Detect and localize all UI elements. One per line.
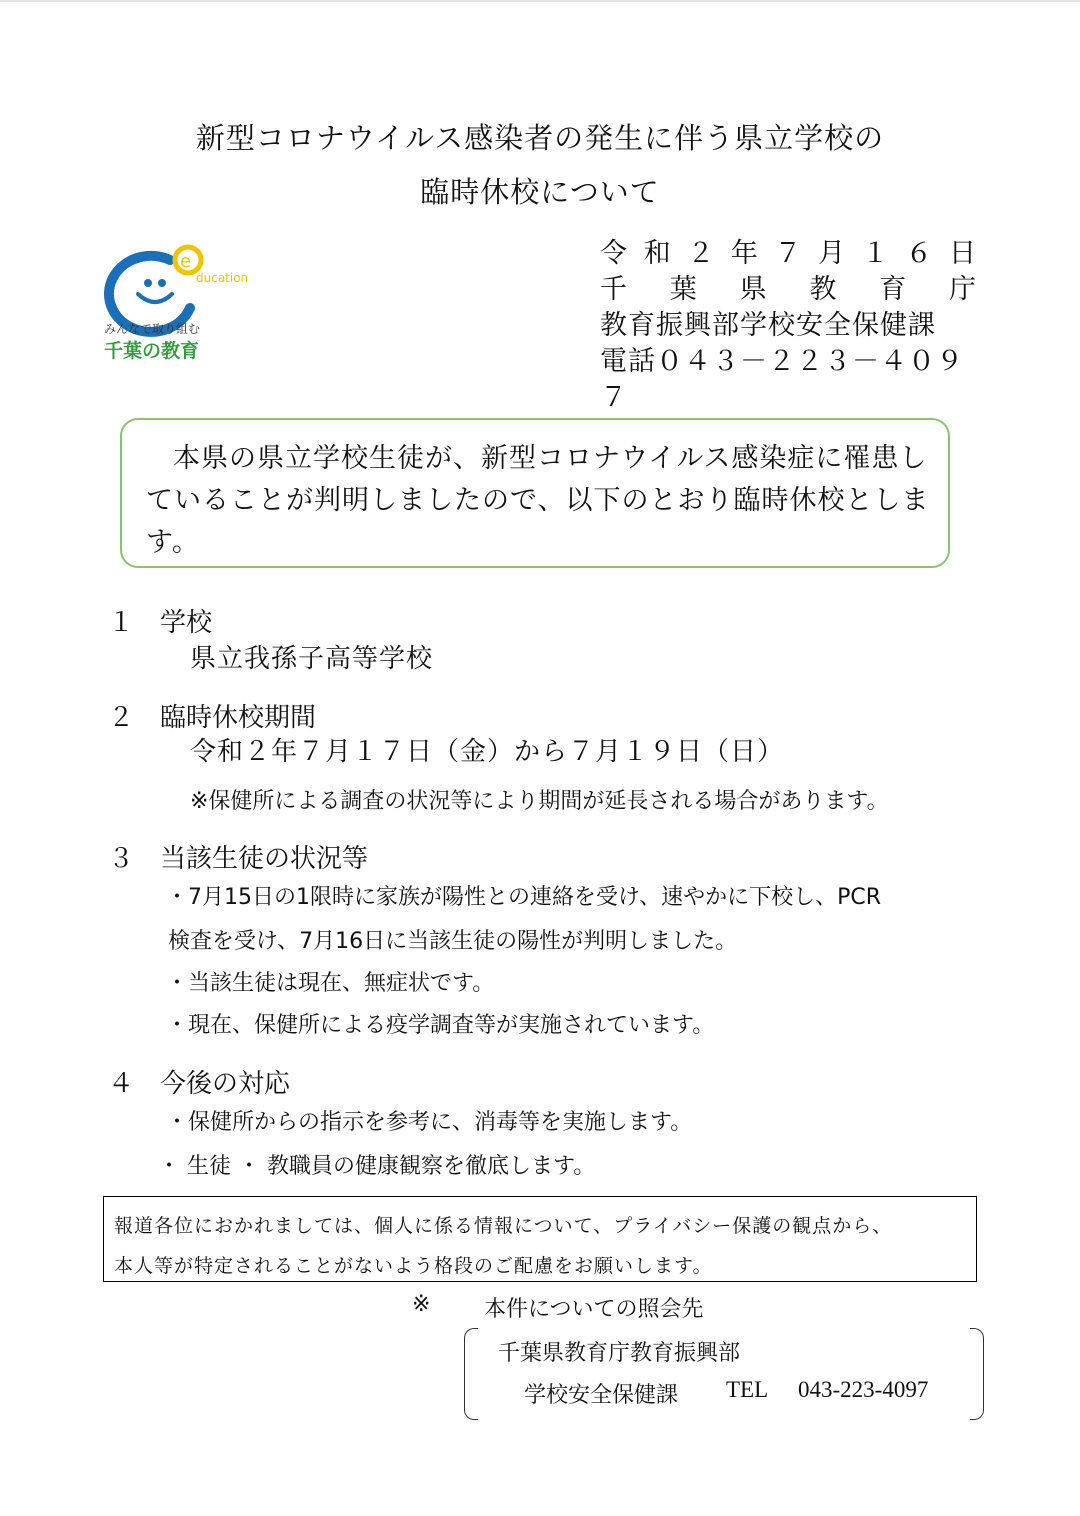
contact-tel-label: TEL [726,1377,769,1402]
logo-name: 千葉の教育 [104,340,200,362]
issue-date-char: 月 [818,238,846,269]
contact-bracket-left [464,1328,478,1420]
section-2-heading: 臨時休校期間 [160,703,317,733]
issue-date-char: 日 [949,238,976,269]
closure-period-note: ※保健所による調査の状況等により期間が延長される場合があります。 [190,789,889,814]
issuing-office-char: 県 [739,274,767,305]
chiba-education-logo [100,240,249,365]
top-rule [0,0,1080,2]
status-bullet-2: ・当該生徒は現在、無症状です。 [166,971,495,996]
contact-bracket-right [970,1328,984,1420]
issue-date-char: ７ [774,238,802,269]
school-name: 県立我孫子高等学校 [190,644,434,674]
issue-date [600,236,976,272]
response-bullet-2: ・ 生徒 ・ 教職員の健康観察を徹底します。 [158,1154,596,1179]
status-bullet-3: ・現在、保健所による疫学調査等が実施されています。 [166,1013,715,1038]
status-bullet-1a: ・7月15日の1限時に家族が陽性との連絡を受け、速やかに下校し、PCR [166,885,882,910]
section-2-number: ２ [108,703,135,733]
contact-mark: ※ [412,1292,431,1317]
issuing-office-char: 教 [809,274,837,305]
section-1-number: １ [108,608,135,638]
contact-heading: 本件についての照会先 [484,1297,704,1322]
press-request-line-1: 報道各位におかれましては、個人に係る情報について、プライバシー保護の観点から、 [114,1215,893,1237]
issue-date-char: ２ [687,238,715,269]
issuing-office [600,272,976,308]
closure-period: 令和２年７月１７日（金）から７月１９日（日） [190,737,785,767]
section-3-heading: 当該生徒の状況等 [160,844,369,874]
press-request-box [103,1196,977,1282]
contact-tel: 043-223-4097 [798,1377,929,1402]
page-title-line-2: 臨時休校について [420,175,660,209]
svg-text:e: e [180,251,192,272]
svg-text:ducation: ducation [196,271,249,285]
issuing-office-char: 千 [600,274,627,305]
announcement-box [120,418,950,568]
issuing-office-char: 育 [879,274,907,305]
contact-section: 学校安全保健課 [524,1383,679,1408]
announcement-text: 本県の県立学校生徒が、新型コロナウイルス感染症に罹患していることが判明しましたので、以下のとおり臨時休校とします。 [146,443,930,558]
issue-date-char: 和 [643,238,671,269]
section-1-heading: 学校 [160,608,213,638]
response-bullet-1: ・保健所からの指示を参考に、消毒等を実施します。 [166,1110,693,1135]
issue-date-char: 令 [600,238,627,269]
issuing-office-char: 庁 [948,274,976,305]
section-3-number: ３ [108,844,135,874]
section-4-heading: 今後の対応 [160,1069,291,1099]
issue-date-char: １ [861,238,889,269]
section-4-number: ４ [108,1069,135,1099]
issue-date-char: ６ [905,238,933,269]
issuer-phone: 電話０４３－２２３－４０９７ [600,346,964,413]
issuing-department: 教育振興部学校安全保健課 [600,310,936,341]
page-title-line-1: 新型コロナウイルス感染者の発生に伴う県立学校の [195,121,885,155]
contact-organization: 千葉県教育庁教育振興部 [498,1341,741,1366]
issuer-block [600,236,976,413]
status-bullet-1b: 検査を受け、7月16日に当該生徒の陽性が判明しました。 [168,929,738,954]
issuing-office-char: 葉 [669,274,697,305]
press-request-line-2: 本人等が特定されることがないよう格段のご配慮をお願いします。 [114,1255,713,1277]
logo-tagline: みんなで取り組む [104,322,201,336]
issue-date-char: 年 [730,238,758,269]
